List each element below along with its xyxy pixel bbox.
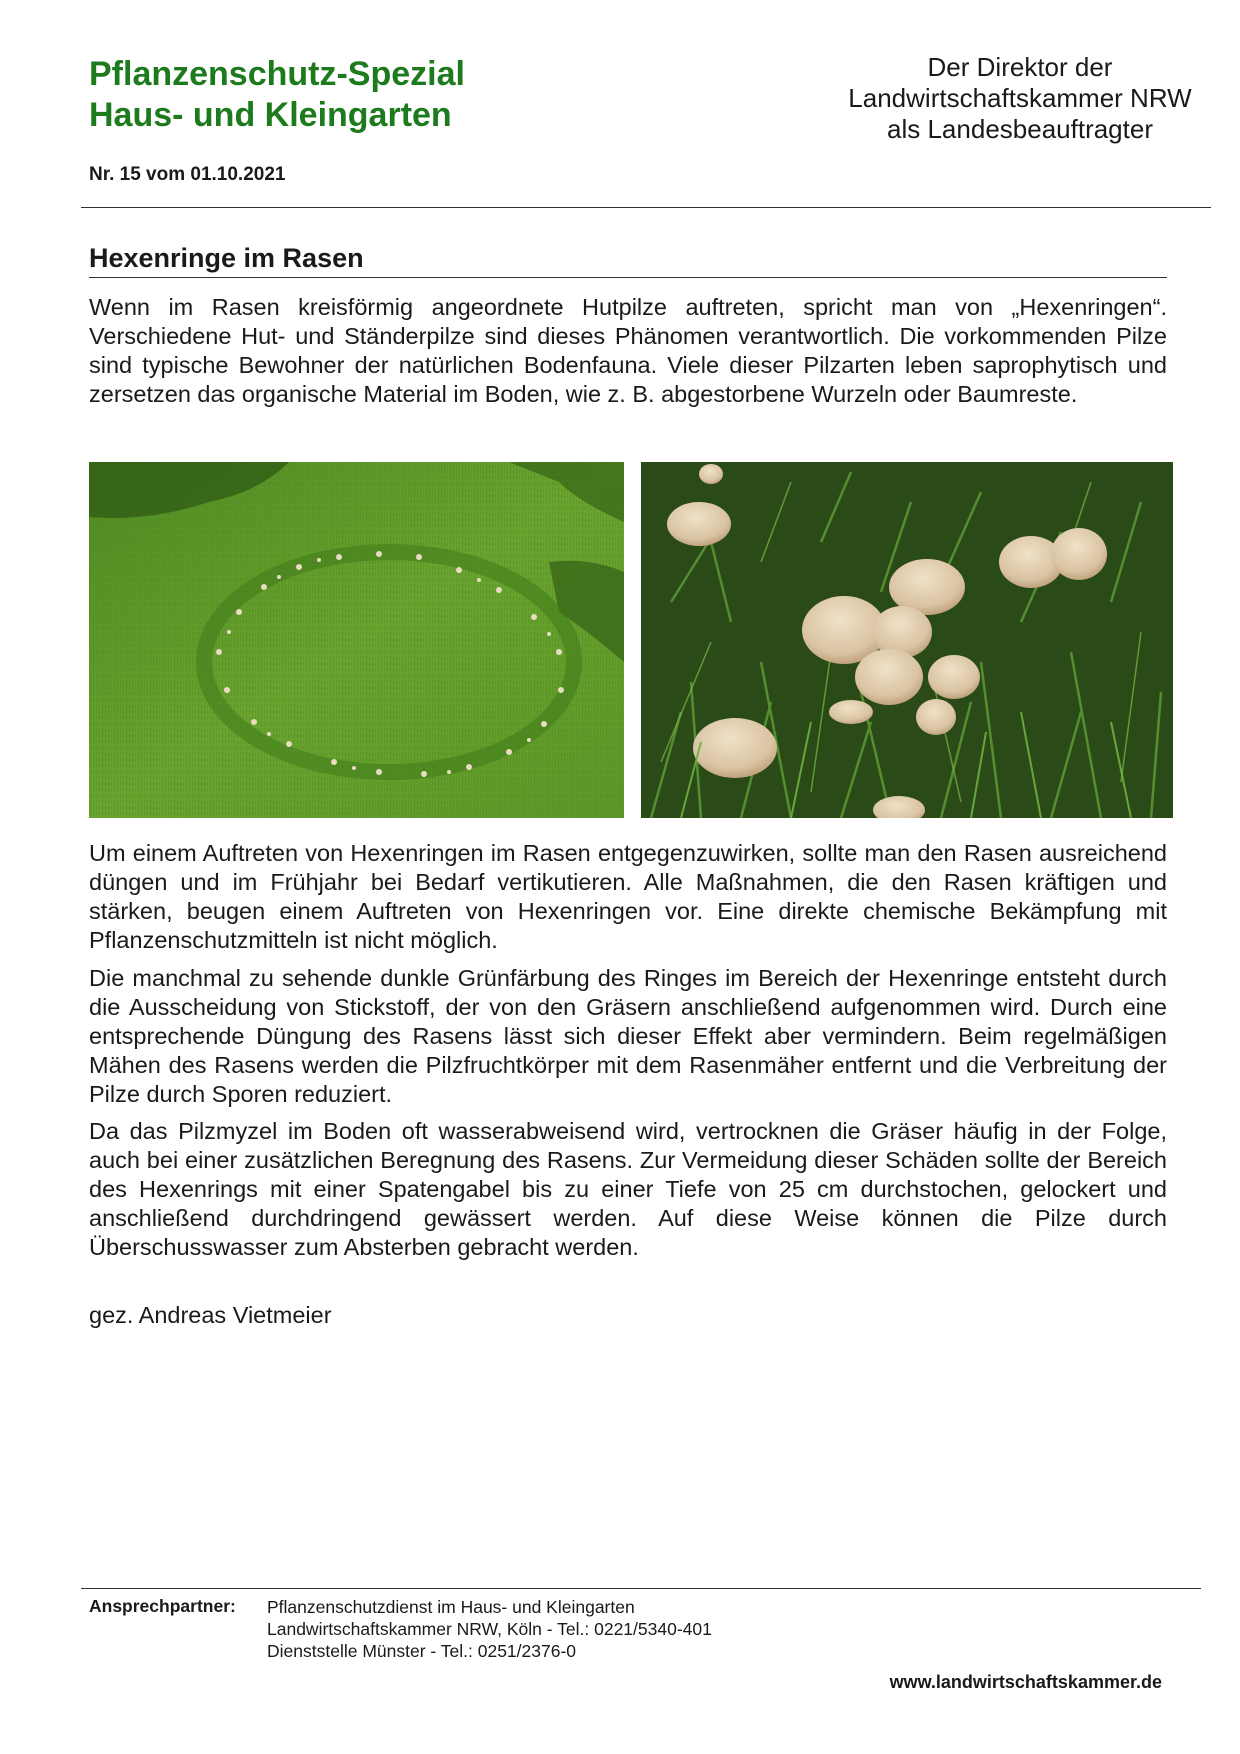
paragraph-prevention: Um einem Auftreten von Hexenringen im Rasen entgegenzuwirken, sollte man den Rasen ausreichend düngen und im Frühjahr bei Bedarf vertikutieren. Alle Maßnahmen, die den Rasen kräftigen und stärken, beugen einem Auftreten von Hexenringen vor. Eine direkte chemische Bekämpfung mit Pflanzenschutzmitteln ist nicht möglich. [89,840,1167,953]
issuer-block [820,52,1220,145]
signature: gez. Andreas Vietmeier [89,1302,332,1328]
fairy-ring-lawn-photo [89,462,624,818]
publication-title-line1: Pflanzenschutz-Spezial [89,55,465,93]
contact-details [267,1596,712,1662]
issuer-line1: Der Direktor der [927,52,1113,82]
paragraph-treatment: Da das Pilzmyzel im Boden oft wasserabweisend wird, vertrocknen die Gräser häufig in der Folge, auch bei einer zusätzlichen Beregnung des Rasens. Zur Vermeidung dieser Schäden sollte der Bereich des Hexenrings mit einer Spatengabel bis zu einer Tiefe von 25 cm durchstochen, gelockert und anschließend durchdringend gewässert werden. Auf diese Weise können die Pilze durch Überschusswasser zum Absterben gebracht werden. [89,1118,1167,1260]
issuer-line3: als Landesbeauftragter [887,114,1153,144]
publication-title-line2: Haus- und Kleingarten [89,96,452,134]
issue-number: Nr. 15 vom 01.10.2021 [89,164,286,185]
contact-line3: Dienststelle Münster - Tel.: 0251/2376-0 [267,1641,577,1661]
website-link[interactable]: www.landwirtschaftskammer.de [889,1672,1162,1692]
footer-divider [81,1588,1201,1589]
paragraph-coloring: Die manchmal zu sehende dunkle Grünfärbung des Ringes im Bereich der Hexenringe entsteht durch die Ausscheidung von Stickstoff, der von den Gräsern anschließend aufgenommen wird. Durch eine entsprechende Düngung des Rasens lässt sich dieser Effekt aber vermindern. Beim regelmäßigen Mähen des Rasens werden die Pilzfruchtkörper mit dem Rasenmäher entfernt und die Verbreitung der Pilze durch Sporen reduziert. [89,965,1167,1107]
mushrooms-closeup-photo [641,462,1173,818]
header-divider [81,207,1211,208]
contact-line1: Pflanzenschutzdienst im Haus- und Kleingarten [267,1597,635,1617]
contact-label: Ansprechpartner: [89,1596,236,1616]
issuer-line2: Landwirtschaftskammer NRW [848,83,1192,113]
contact-line2: Landwirtschaftskammer NRW, Köln - Tel.: 0221/5340-401 [267,1619,712,1639]
article-heading: Hexenringe im Rasen [89,243,364,273]
heading-underline [89,277,1167,278]
paragraph-intro: Wenn im Rasen kreisförmig angeordnete Hutpilze auftreten, spricht man von „Hexenringen“. Verschiedene Hut- und Ständerpilze sind dieses Phänomen verantwortlich. Die vorkommenden Pilze sind typische Bewohner der natürlichen Bodenfauna. Viele dieser Pilzarten leben saprophytisch und zersetzen das organische Material im Boden, wie z. B. abgestorbene Wurzeln oder Baumreste. [89,294,1167,407]
publication-title [89,54,465,136]
